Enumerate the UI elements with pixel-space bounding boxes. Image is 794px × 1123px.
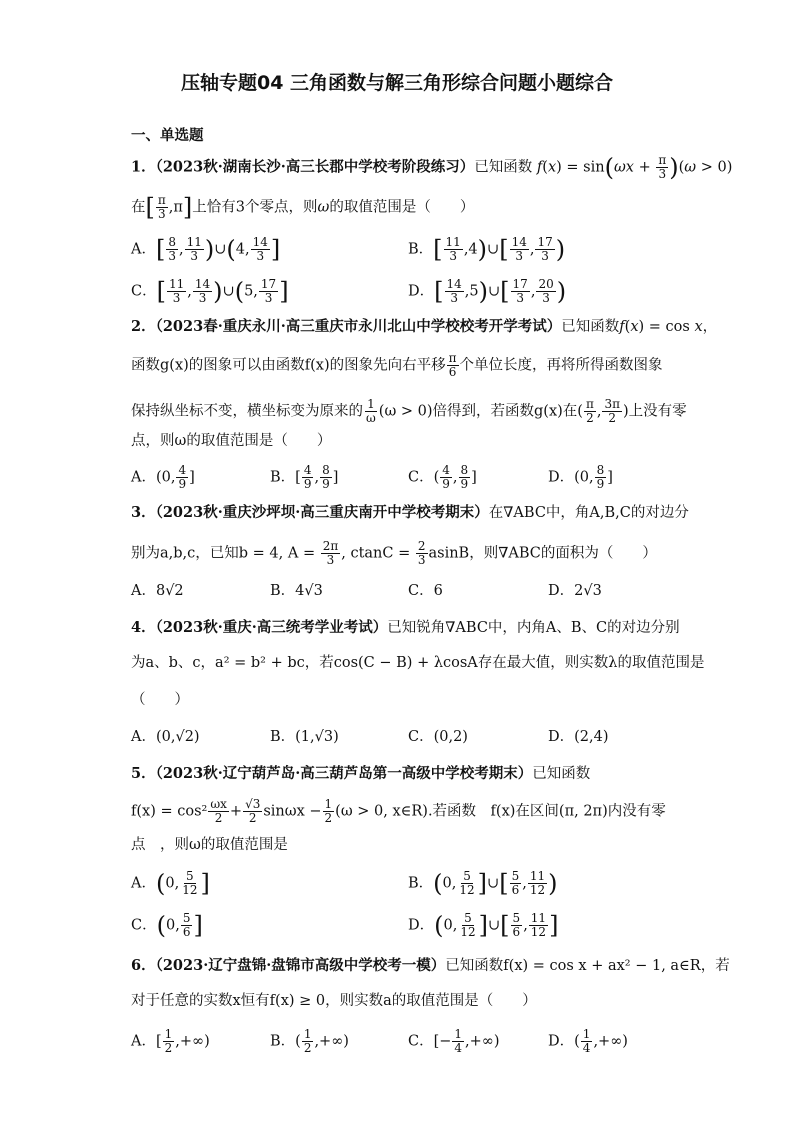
q3-option-d[interactable]: D．2√3 — [548, 583, 602, 599]
q3-option-c[interactable]: C．6 — [408, 583, 443, 599]
question-6-line-2: 对于任意的实数x恒有f(x) ≥ 0，则实数a的取值范围是（ ） — [131, 993, 537, 1009]
question-6-stem: 6．（2023·辽宁盘锦·盘锦市高级中学校考一模）已知函数f(x) = cos x + ax² − 1, a∈R，若 — [131, 957, 730, 974]
question-2-line-3: 保持纵坐标不变，横坐标变为原来的 $\frac{1}{\omega}$ (ω > 0)倍得到，若函数g(x)在( $\frac{\pi}{2}$ , $\frac{3\pi}{2}$ )上没有零 — [131, 397, 687, 425]
q4-option-a[interactable]: A．(0,√2) — [131, 729, 200, 745]
question-5-stem: 5．（2023秋·辽宁葫芦岛·高三葫芦岛第一高级中学校考期末）已知函数 — [131, 765, 591, 782]
q5-option-b[interactable]: B．(0, $\frac{5}{12}$ ]∪[ $\frac{5}{6}$ , $\frac{11}{12}$ ) — [408, 869, 558, 898]
question-5-line-3: 点 ，则ω的取值范围是 — [131, 837, 288, 853]
q2-option-b[interactable]: B．[ $\frac{4}{9}$ , $\frac{8}{9}$ ] — [270, 463, 339, 491]
question-2-stem: 2．（2023春·重庆永川·高三重庆市永川北山中学校校考开学考试）已知函数f(x) = cos x， — [131, 318, 718, 335]
question-4-line-3: （ ） — [131, 692, 189, 708]
question-2-line-4: 点，则ω的取值范围是（ ） — [131, 433, 332, 449]
q4-option-d[interactable]: D．(2,4) — [548, 729, 609, 745]
question-2-line-2: 函数g(x)的图象可以由函数f(x)的图象先向右平移 $\frac{\pi}{6}$ 个单位长度，再将所得函数图象 — [131, 351, 663, 379]
q6-option-b[interactable]: B．( $\frac{1}{2}$ ,+∞) — [270, 1027, 349, 1055]
q1-option-b[interactable]: B．[ $\frac{11}{3}$ ,4)∪[ $\frac{14}{3}$ , $\frac{17}{3}$ ) — [408, 235, 566, 264]
question-3-line-2: 别为a,b,c，已知b = 4, A = $\frac{2\pi}{3}$ , ctanC = $\frac{2}{3}$ asinB，则∇ABC的面积为（ ） — [131, 539, 657, 567]
q3-option-b[interactable]: B．4√3 — [270, 583, 323, 599]
q2-option-d[interactable]: D．(0, $\frac{8}{9}$ ] — [548, 463, 613, 491]
q5-option-a[interactable]: A．(0, $\frac{5}{12}$ ] — [131, 869, 210, 898]
section-heading: 一、单选题 — [131, 128, 204, 144]
q1-option-a[interactable]: A．[ $\frac{8}{3}$ , $\frac{11}{3}$ )∪(4, $\frac{14}{3}$ ] — [131, 235, 281, 264]
q6-option-c[interactable]: C．[− $\frac{1}{4}$ ,+∞) — [408, 1027, 500, 1055]
q3-option-a[interactable]: A．8√2 — [131, 583, 184, 599]
q5-option-d[interactable]: D．(0, $\frac{5}{12}$ ]∪[ $\frac{5}{6}$ , $\frac{11}{12}$ ] — [408, 911, 559, 940]
q2-option-c[interactable]: C．( $\frac{4}{9}$ , $\frac{8}{9}$ ] — [408, 463, 477, 491]
question-1-stem: 1．（2023秋·湖南长沙·高三长郡中学校考阶段练习）已知函数 f(x) = sin(ωx + $\frac{\pi}{3}$ )(ω > 0) — [131, 153, 733, 182]
q2-option-a[interactable]: A．(0, $\frac{4}{9}$ ] — [131, 463, 195, 491]
q6-option-a[interactable]: A．[ $\frac{1}{2}$ ,+∞) — [131, 1027, 210, 1055]
q4-option-c[interactable]: C．(0,2) — [408, 729, 468, 745]
question-4-stem: 4．（2023秋·重庆·高三统考学业考试）已知锐角∇ABC中，内角A、B、C的对边分别 — [131, 619, 680, 636]
question-3-stem: 3．（2023秋·重庆沙坪坝·高三重庆南开中学校考期末）在∇ABC中，角A,B,C的对边分 — [131, 504, 689, 521]
q6-option-d[interactable]: D．( $\frac{1}{4}$ ,+∞) — [548, 1027, 628, 1055]
q1-option-d[interactable]: D．[ $\frac{14}{3}$ ,5)∪[ $\frac{17}{3}$ , $\frac{20}{3}$ ) — [408, 277, 567, 306]
question-4-line-2: 为a、b、c，a² = b² + bc，若cos(C − B) + λcosA存在最大值，则实数λ的取值范围是 — [131, 655, 705, 671]
q5-option-c[interactable]: C．(0, $\frac{5}{6}$ ] — [131, 911, 203, 940]
question-1-stem-2: 在[ $\frac{\pi}{3}$ ,π]上恰有3个零点，则ω的取值范围是（ ） — [131, 193, 475, 222]
question-5-line-2: f(x) = cos² $\frac{\omega x}{2}$ + $\frac{√3}{2}$ sinωx − $\frac{1}{2}$ (ω > 0, x∈R).若函数 f(x)在区间(π, 2π)内没有零 — [131, 797, 666, 825]
q4-option-b[interactable]: B．(1,√3) — [270, 729, 339, 745]
page-title: 压轴专题04 三角函数与解三角形综合问题小题综合 — [180, 72, 614, 94]
q1-option-c[interactable]: C．[ $\frac{11}{3}$ , $\frac{14}{3}$ )∪(5, $\frac{17}{3}$ ] — [131, 277, 289, 306]
